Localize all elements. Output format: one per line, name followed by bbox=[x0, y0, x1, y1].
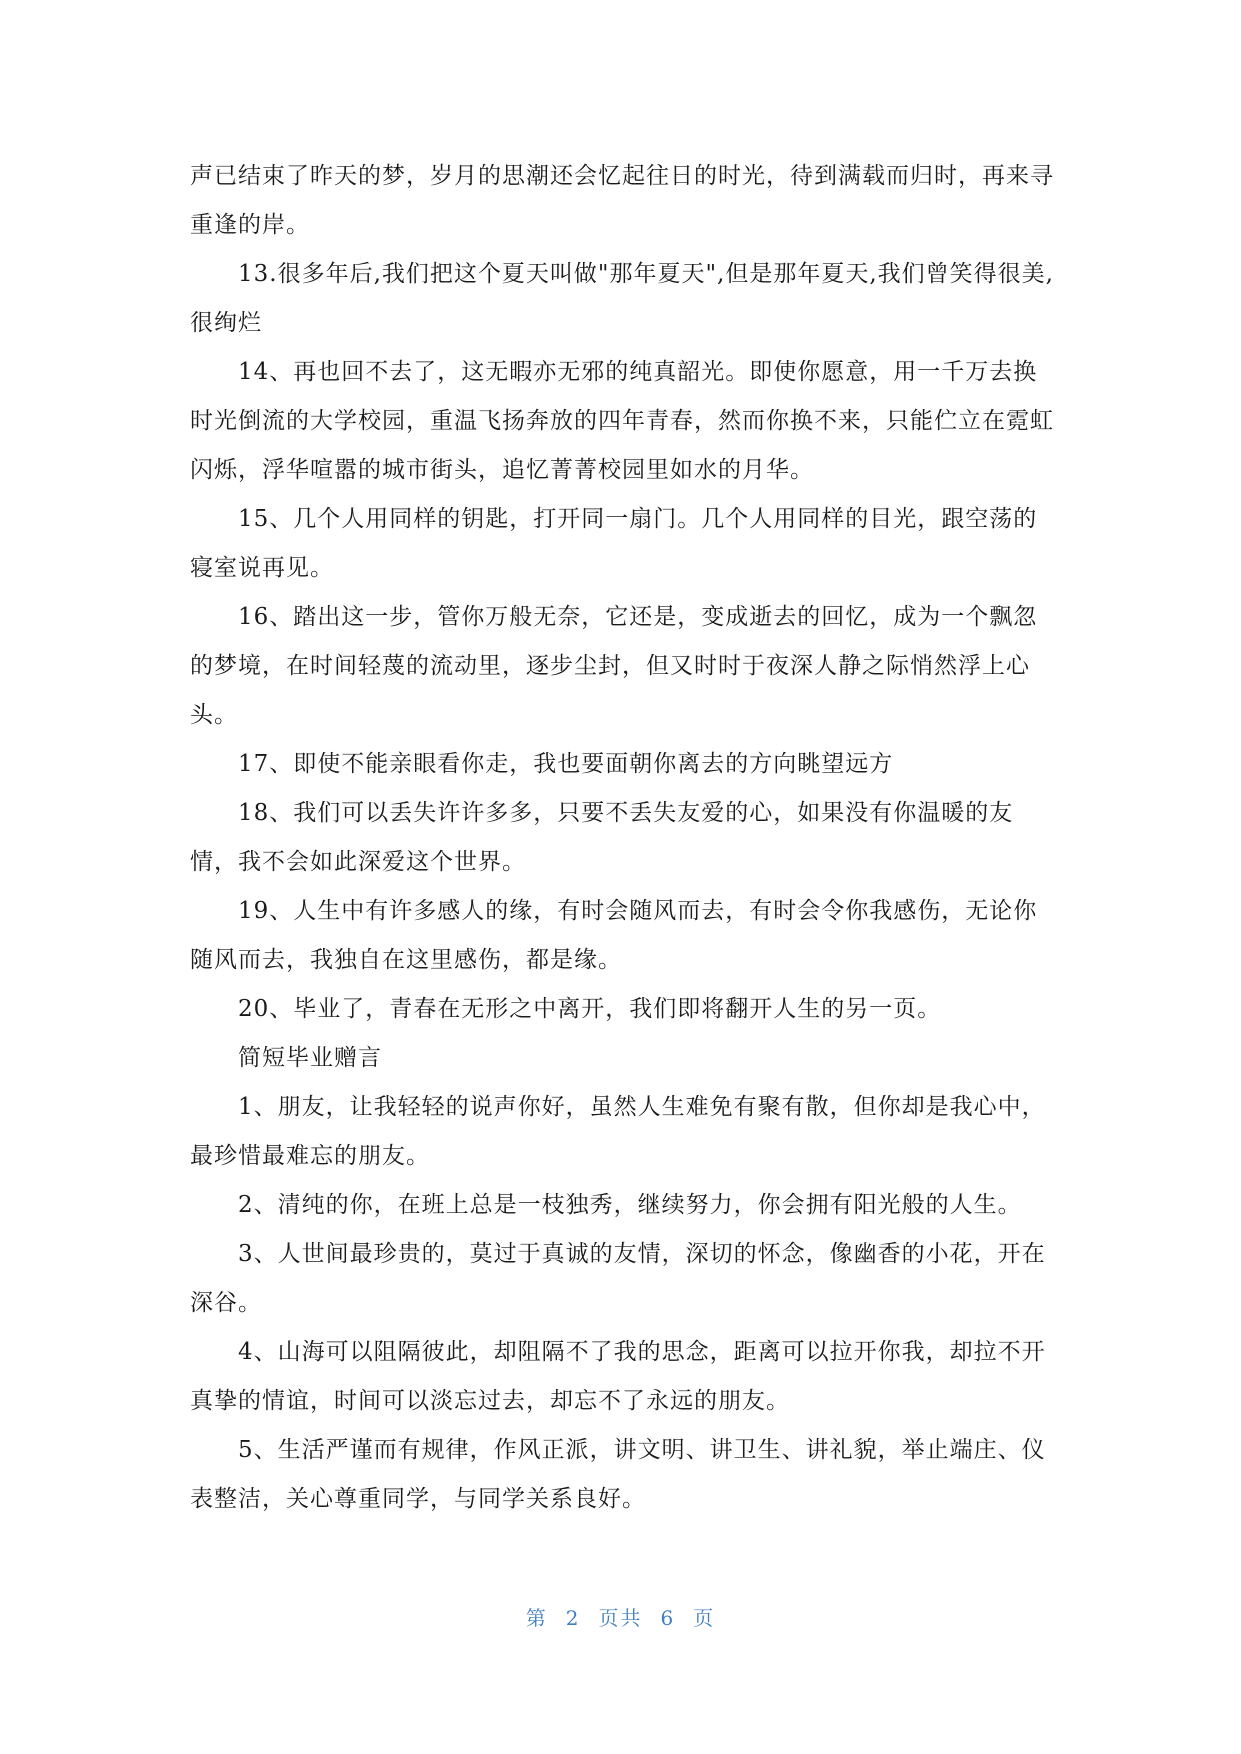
paragraph-item-4: 4、山海可以阻隔彼此，却阻隔不了我的思念，距离可以拉开你我，却拉不开真挚的情谊，时间可以淡忘过去，却忘不了永远的朋友。 bbox=[190, 1339, 1046, 1414]
paragraph-item-2: 2、清纯的你，在班上总是一枝独秀，继续努力，你会拥有阳光般的人生。 bbox=[238, 1192, 1022, 1218]
paragraph-item-15: 15、几个人用同样的钥匙，打开同一扇门。几个人用同样的目光，跟空荡的寝室说再见。 bbox=[190, 506, 1038, 581]
footer-label-of: 页共 bbox=[598, 1606, 643, 1630]
footer-total-pages: 6 bbox=[660, 1606, 676, 1630]
paragraph-item-20: 20、毕业了，青春在无形之中离开，我们即将翻开人生的另一页。 bbox=[238, 996, 942, 1022]
document-body bbox=[190, 152, 1056, 1524]
paragraph-item-13: 13.很多年后,我们把这个夏天叫做"那年夏天",但是那年夏天,我们曾笑得很美,很绚烂 bbox=[190, 261, 1054, 336]
section-heading: 简短毕业赠言 bbox=[238, 1045, 382, 1071]
paragraph-item-18: 18、我们可以丢失许许多多，只要不丢失友爱的心，如果没有你温暖的友情，我不会如此深爱这个世界。 bbox=[190, 800, 1014, 875]
paragraph-item-14: 14、再也回不去了，这无暇亦无邪的纯真韶光。即使你愿意，用一千万去换时光倒流的大学校园，重温飞扬奔放的四年青春，然而你换不来，只能伫立在霓虹闪烁，浮华喧嚣的城市街头，追忆菁菁校园里如水的月华。 bbox=[190, 359, 1054, 483]
paragraph-item-5: 5、生活严谨而有规律，作风正派，讲文明、讲卫生、讲礼貌，举止端庄、仪表整洁，关心尊重同学，与同学关系良好。 bbox=[190, 1437, 1046, 1512]
paragraph-continuation: 声已结束了昨天的梦，岁月的思潮还会忆起往日的时光，待到满载而归时，再来寻重逢的岸。 bbox=[190, 163, 1054, 238]
paragraph-item-1: 1、朋友，让我轻轻的说声你好，虽然人生难免有聚有散，但你却是我心中，最珍惜最难忘的朋友。 bbox=[190, 1094, 1046, 1169]
paragraph-item-3: 3、人世间最珍贵的，莫过于真诚的友情，深切的怀念，像幽香的小花，开在深谷。 bbox=[190, 1241, 1046, 1316]
footer-label-pages: 页 bbox=[693, 1606, 716, 1630]
footer-label-page: 第 bbox=[525, 1606, 548, 1630]
paragraph-item-16: 16、踏出这一步，管你万般无奈，它还是，变成逝去的回忆，成为一个飘忽的梦境，在时间轻蔑的流动里，逐步尘封，但又时时于夜深人静之际悄然浮上心头。 bbox=[190, 604, 1038, 728]
paragraph-item-17: 17、即使不能亲眼看你走，我也要面朝你离去的方向眺望远方 bbox=[238, 751, 894, 777]
page-number-footer bbox=[0, 1602, 1241, 1631]
paragraph-item-19: 19、人生中有许多感人的缘，有时会随风而去，有时会令你我感伤，无论你随风而去，我独自在这里感伤，都是缘。 bbox=[190, 898, 1038, 973]
footer-current-page: 2 bbox=[565, 1606, 581, 1630]
